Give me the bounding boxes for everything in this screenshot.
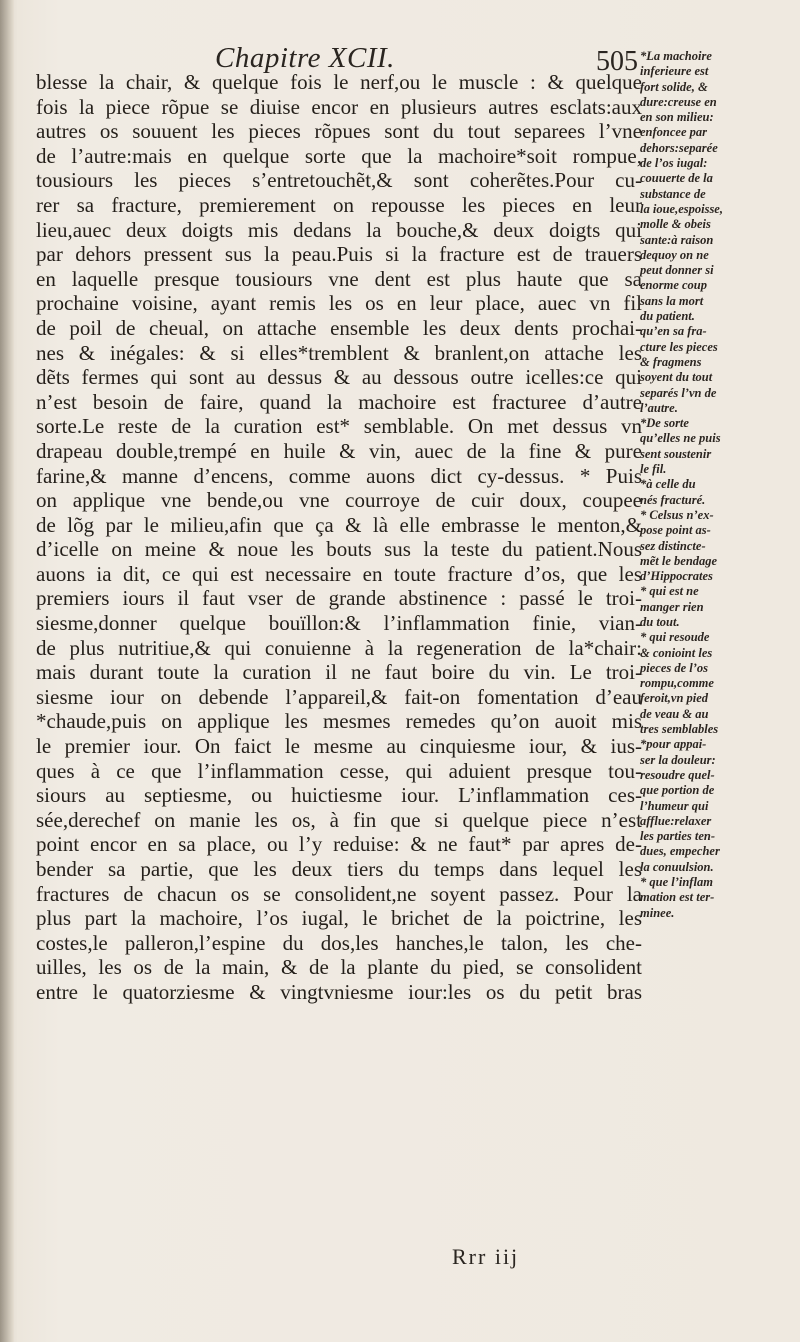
text-line: de lõg par le milieu,afin que ça & là elle embrasse le menton,& bbox=[36, 512, 642, 537]
margin-note-line: du patient. bbox=[640, 309, 695, 324]
text-line: lieu,auec deux doigts mis dedans la bouche,& deux doigts qui bbox=[36, 217, 642, 242]
margin-note-line: en son milieu: bbox=[640, 110, 714, 125]
margin-note-line: cture les pieces bbox=[640, 339, 718, 354]
margin-note-line: minee. bbox=[640, 905, 675, 920]
text-line: prochaine voisine, ayant remis les os en leur place, auec vn fil bbox=[36, 291, 642, 316]
margin-note-line: enfoncee par bbox=[640, 125, 707, 140]
text-line: n’est besoin de faire, quand la machoire est fracturee d’autre bbox=[36, 389, 642, 414]
margin-note-line: mation est ter- bbox=[640, 890, 715, 905]
text-line: sorte.Le reste de la curation est* semblable. On met dessus vn bbox=[36, 414, 642, 439]
margin-note-line: dequoy on ne bbox=[640, 247, 709, 262]
margin-note-line: l’autre. bbox=[640, 400, 678, 415]
text-line: auons ia dit, ce qui est necessaire en toute fracture d’os, que les bbox=[36, 561, 642, 586]
margin-note-line: fort solide, & bbox=[640, 79, 708, 94]
margin-note-line: le fil. bbox=[640, 462, 667, 477]
margin-note-line: ser la douleur: bbox=[640, 752, 716, 767]
text-line: *chaude,puis on applique les mesmes remedes qu’on auoit mis bbox=[36, 709, 642, 734]
margin-note-line: sans la mort bbox=[640, 293, 704, 308]
margin-note-line: feroit,vn pied bbox=[640, 691, 709, 706]
text-line: par dehors pressent sus la peau.Puis si la fracture est de trauers bbox=[36, 242, 642, 267]
text-line: uilles, les os de la main, & de la plante du pied, se consolident bbox=[36, 955, 642, 980]
margin-note-line: separés l’vn de bbox=[640, 385, 717, 400]
margin-note-line: molle & obeis bbox=[640, 217, 711, 232]
margin-note-line: * Celsus n’ex- bbox=[640, 507, 714, 522]
margin-note-line: * qui resoude bbox=[640, 630, 710, 645]
margin-note-line: *pour appai- bbox=[640, 737, 707, 752]
text-line: mais durant toute la curation il ne faut boire du vin. Le troi- bbox=[36, 660, 642, 685]
margin-note-line: enorme coup bbox=[640, 278, 708, 293]
margin-note-line: resoudre quel- bbox=[640, 767, 715, 782]
margin-note-line: que portion de bbox=[640, 783, 715, 798]
margin-note-line: inferieure est bbox=[640, 64, 709, 79]
text-line: autres os souuent les pieces rõpues sont du tout separees l’vne bbox=[36, 119, 642, 144]
margin-note-line: de l’os iugal: bbox=[640, 156, 708, 171]
margin-note-line: sent soustenir bbox=[640, 446, 712, 461]
margin-note-line: *De sorte bbox=[640, 416, 689, 431]
text-line: bender sa partie, que les deux tiers du temps dans lequel les bbox=[36, 857, 642, 881]
text-line: fractures de chacun os se consolident,ne soyent passez. Pour la bbox=[36, 881, 642, 906]
margin-note-line: mẽt le bendage bbox=[640, 553, 718, 568]
margin-note-line: la conuulsion. bbox=[640, 859, 714, 874]
margin-note-line: * que l’inflam bbox=[640, 875, 713, 890]
text-line: drapeau double,trempé en huile & vin, auec de la fine & pure bbox=[36, 438, 642, 463]
margin-note-line: de veau & au bbox=[640, 706, 709, 721]
margin-note-line: nés fracturé. bbox=[640, 492, 706, 507]
margin-note-line: pose point as- bbox=[640, 523, 711, 538]
text-line: costes,le palleron,l’espine du dos,les hanches,le talon, les che- bbox=[36, 930, 642, 955]
text-line: de plus nutritiue,& qui conuienne à la regeneration de la*chair: bbox=[36, 635, 642, 660]
margin-note-line: sante:à raison bbox=[640, 232, 714, 247]
margin-note-line: l’humeur qui bbox=[640, 798, 709, 813]
text-line: tousiours les pieces s’entretouchẽt,& sont coherẽtes.Pour cu- bbox=[36, 168, 642, 193]
text-line: en laquelle presque tousiours vne dent est plus haute que sa bbox=[36, 266, 642, 291]
page-number: 505 bbox=[596, 46, 638, 77]
text-line: ques à ce que l’inflammation cesse, qui aduient presque tou- bbox=[36, 758, 642, 783]
text-line: siours au septiesme, ou huictiesme iour. L’inflammation ces- bbox=[36, 783, 642, 808]
margin-note-line: substance de bbox=[640, 186, 706, 201]
margin-note-line: tres semblables bbox=[640, 722, 719, 737]
margin-note-line: afflue:relaxer bbox=[640, 813, 712, 828]
text-line: fois la piece rõpue se diuise encor en plusieurs autres esclats:aux bbox=[36, 94, 642, 119]
margin-note-line: la ioue,espoisse, bbox=[640, 201, 723, 216]
margin-note-line: peut donner si bbox=[640, 263, 714, 278]
margin-note-line: manger rien bbox=[640, 599, 704, 614]
margin-note-line: *à celle du bbox=[640, 477, 696, 492]
running-title: Chapitre XCII. bbox=[215, 42, 395, 74]
margin-note-line: dues, empecher bbox=[640, 844, 720, 859]
margin-note-line: dure:creuse en bbox=[640, 94, 717, 109]
text-line: farine,& manne d’encens, comme auons dict cy-dessus. * Puis bbox=[36, 463, 642, 488]
gathering-signature: Rrr iij bbox=[452, 1244, 520, 1269]
binding-gutter bbox=[0, 0, 14, 1342]
text-line: le premier iour. On faict le mesme au cinquiesme iour, & ius- bbox=[36, 734, 642, 759]
margin-note-line: du tout. bbox=[640, 614, 680, 629]
text-line: de poil de cheual, on attache ensemble les deux dents prochai- bbox=[36, 315, 642, 340]
text-line: d’icelle on meine & noue les bouts sus la teste du patient.Nous bbox=[36, 537, 642, 562]
margin-note-line: couuerte de la bbox=[640, 171, 713, 186]
margin-note-line: & fragmens bbox=[640, 354, 702, 369]
text-line: siesme iour on debende l’appareil,& fait-on fomentation d’eau bbox=[36, 684, 642, 709]
margin-note-line: *La machoire bbox=[640, 49, 712, 63]
text-line: plus part la machoire, l’os iugal, le brichet de la poictrine, les bbox=[36, 906, 642, 931]
margin-note-line: sez distincte- bbox=[640, 538, 706, 553]
text-line: dẽts fermes qui sont au dessus & au dessous outre icelles:ce qui bbox=[36, 365, 642, 390]
margin-notes-column bbox=[640, 49, 792, 921]
text-line: on applique vne bende,ou vne courroye de cuir doux, coupee bbox=[36, 488, 642, 513]
text-line: rer sa fracture, premierement on repousse les pieces en leur bbox=[36, 192, 642, 217]
text-line: blesse la chair, & quelque fois le nerf,ou le muscle : & quelque bbox=[36, 70, 642, 94]
margin-note-line: soyent du tout bbox=[640, 370, 713, 385]
text-line: premiers iours il faut vser de grande abstinence : passé le troi- bbox=[36, 586, 642, 611]
text-line: de l’autre:mais en quelque sorte que la machoire*soit rompue, bbox=[36, 143, 642, 168]
margin-note-line: * qui est ne bbox=[640, 584, 699, 599]
margin-note-line: d’Hippocrates bbox=[640, 569, 713, 584]
margin-note-line: & conioint les bbox=[640, 645, 713, 660]
margin-note-line: qu’en sa fra- bbox=[640, 324, 707, 339]
main-text-column bbox=[36, 70, 642, 1005]
text-line: point encor en sa place, ou l’y reduise: & ne faut* par apres de- bbox=[36, 832, 642, 857]
margin-note-line: dehors:separée bbox=[640, 140, 718, 155]
text-line: entre le quatorziesme & vingtvniesme iour:les os du petit bras bbox=[36, 979, 642, 1004]
margin-note-line: rompu,comme bbox=[640, 676, 714, 691]
margin-note-line: qu’elles ne puis bbox=[640, 431, 721, 446]
text-line: siesme,donner quelque bouïllon:& l’inflammation finie, vian- bbox=[36, 611, 642, 636]
margin-note-line: pieces de l’os bbox=[640, 660, 709, 675]
text-line: nes & inégales: & si elles*tremblent & branlent,on attache les bbox=[36, 340, 642, 365]
margin-note-line: les parties ten- bbox=[640, 829, 715, 844]
text-line: sée,derechef on manie les os, à fin que si quelque piece n’est bbox=[36, 807, 642, 832]
